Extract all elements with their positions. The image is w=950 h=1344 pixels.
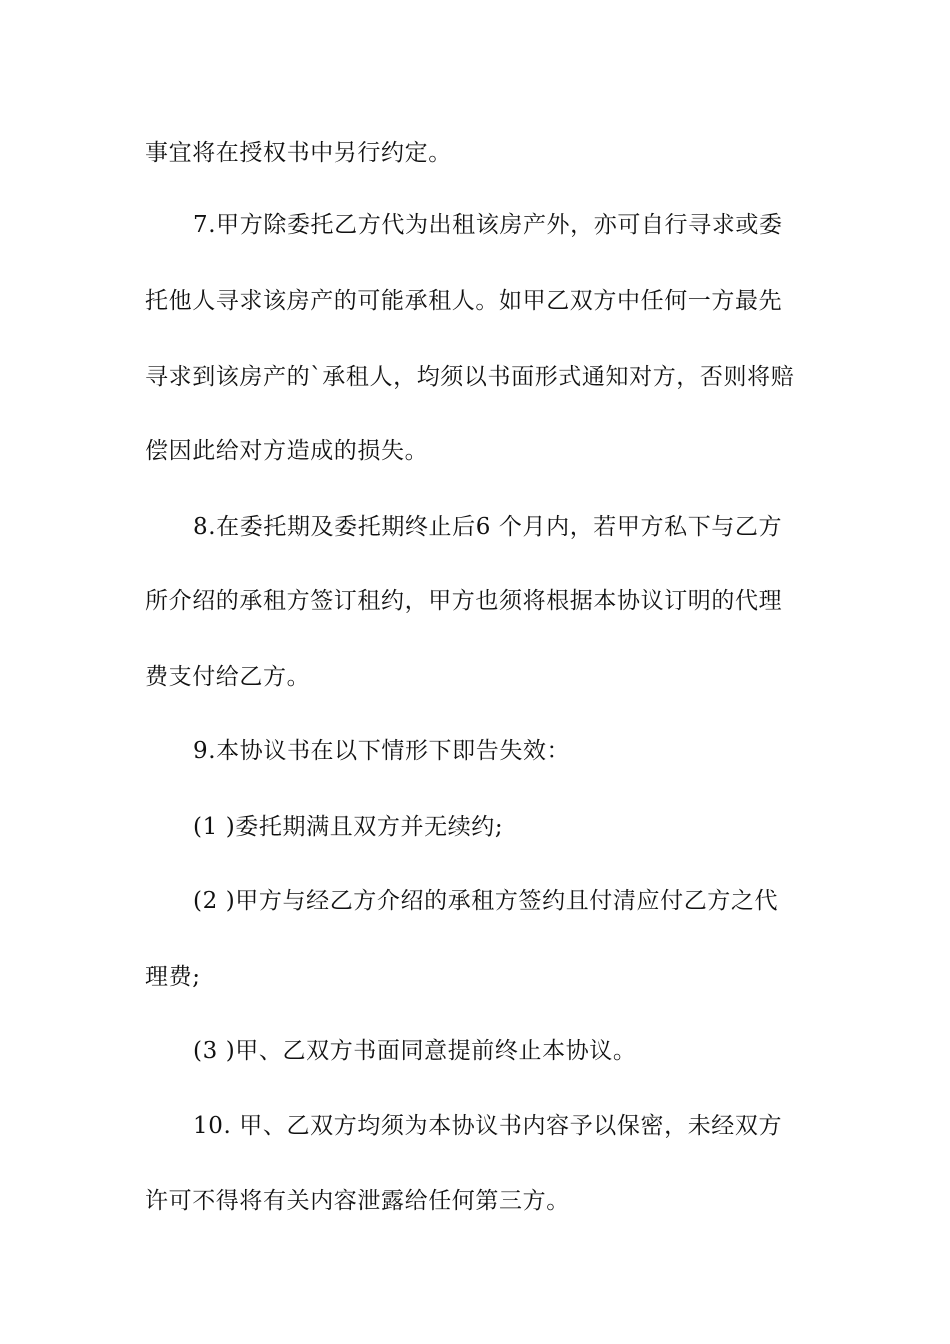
clause-9-item-2-line-1: (2 )甲方与经乙方介绍的承租方签约且付清应付乙方之代 xyxy=(193,888,779,914)
clause-8-line-2: 所介绍的承租方签订租约，甲方也须将根据本协议订明的代理 xyxy=(145,588,783,614)
clause-8-line-1: 8.在委托期及委托期终止后6 个月内，若甲方私下与乙方 xyxy=(193,514,783,540)
clause-7-line-4: 偿因此给对方造成的损失。 xyxy=(145,438,429,464)
clause-9-item-1: (1 )委托期满且双方并无续约; xyxy=(193,814,504,840)
clause-7-line-1: 7.甲方除委托乙方代为出租该房产外，亦可自行寻求或委 xyxy=(193,212,783,238)
clause-9-item-3: (3 )甲、乙双方书面同意提前终止本协议。 xyxy=(193,1038,637,1064)
clause-8-line-3: 费支付给乙方。 xyxy=(145,664,311,690)
clause-9-item-2-line-2: 理费; xyxy=(145,964,201,990)
clause-7-line-3: 寻求到该房产的`承租人，均须以书面形式通知对方，否则将赔 xyxy=(145,364,795,390)
clause-7-line-2: 托他人寻求该房产的可能承租人。如甲乙双方中任何一方最先 xyxy=(145,288,783,314)
clause-9-heading: 9.本协议书在以下情形下即告失效： xyxy=(193,738,571,764)
clause-10-line-2: 许可不得将有关内容泄露给任何第三方。 xyxy=(145,1188,570,1214)
clause-10-line-1: 10. 甲、乙双方均须为本协议书内容予以保密，未经双方 xyxy=(193,1113,783,1139)
text-line-continuation: 事宜将在授权书中另行约定。 xyxy=(145,140,452,166)
